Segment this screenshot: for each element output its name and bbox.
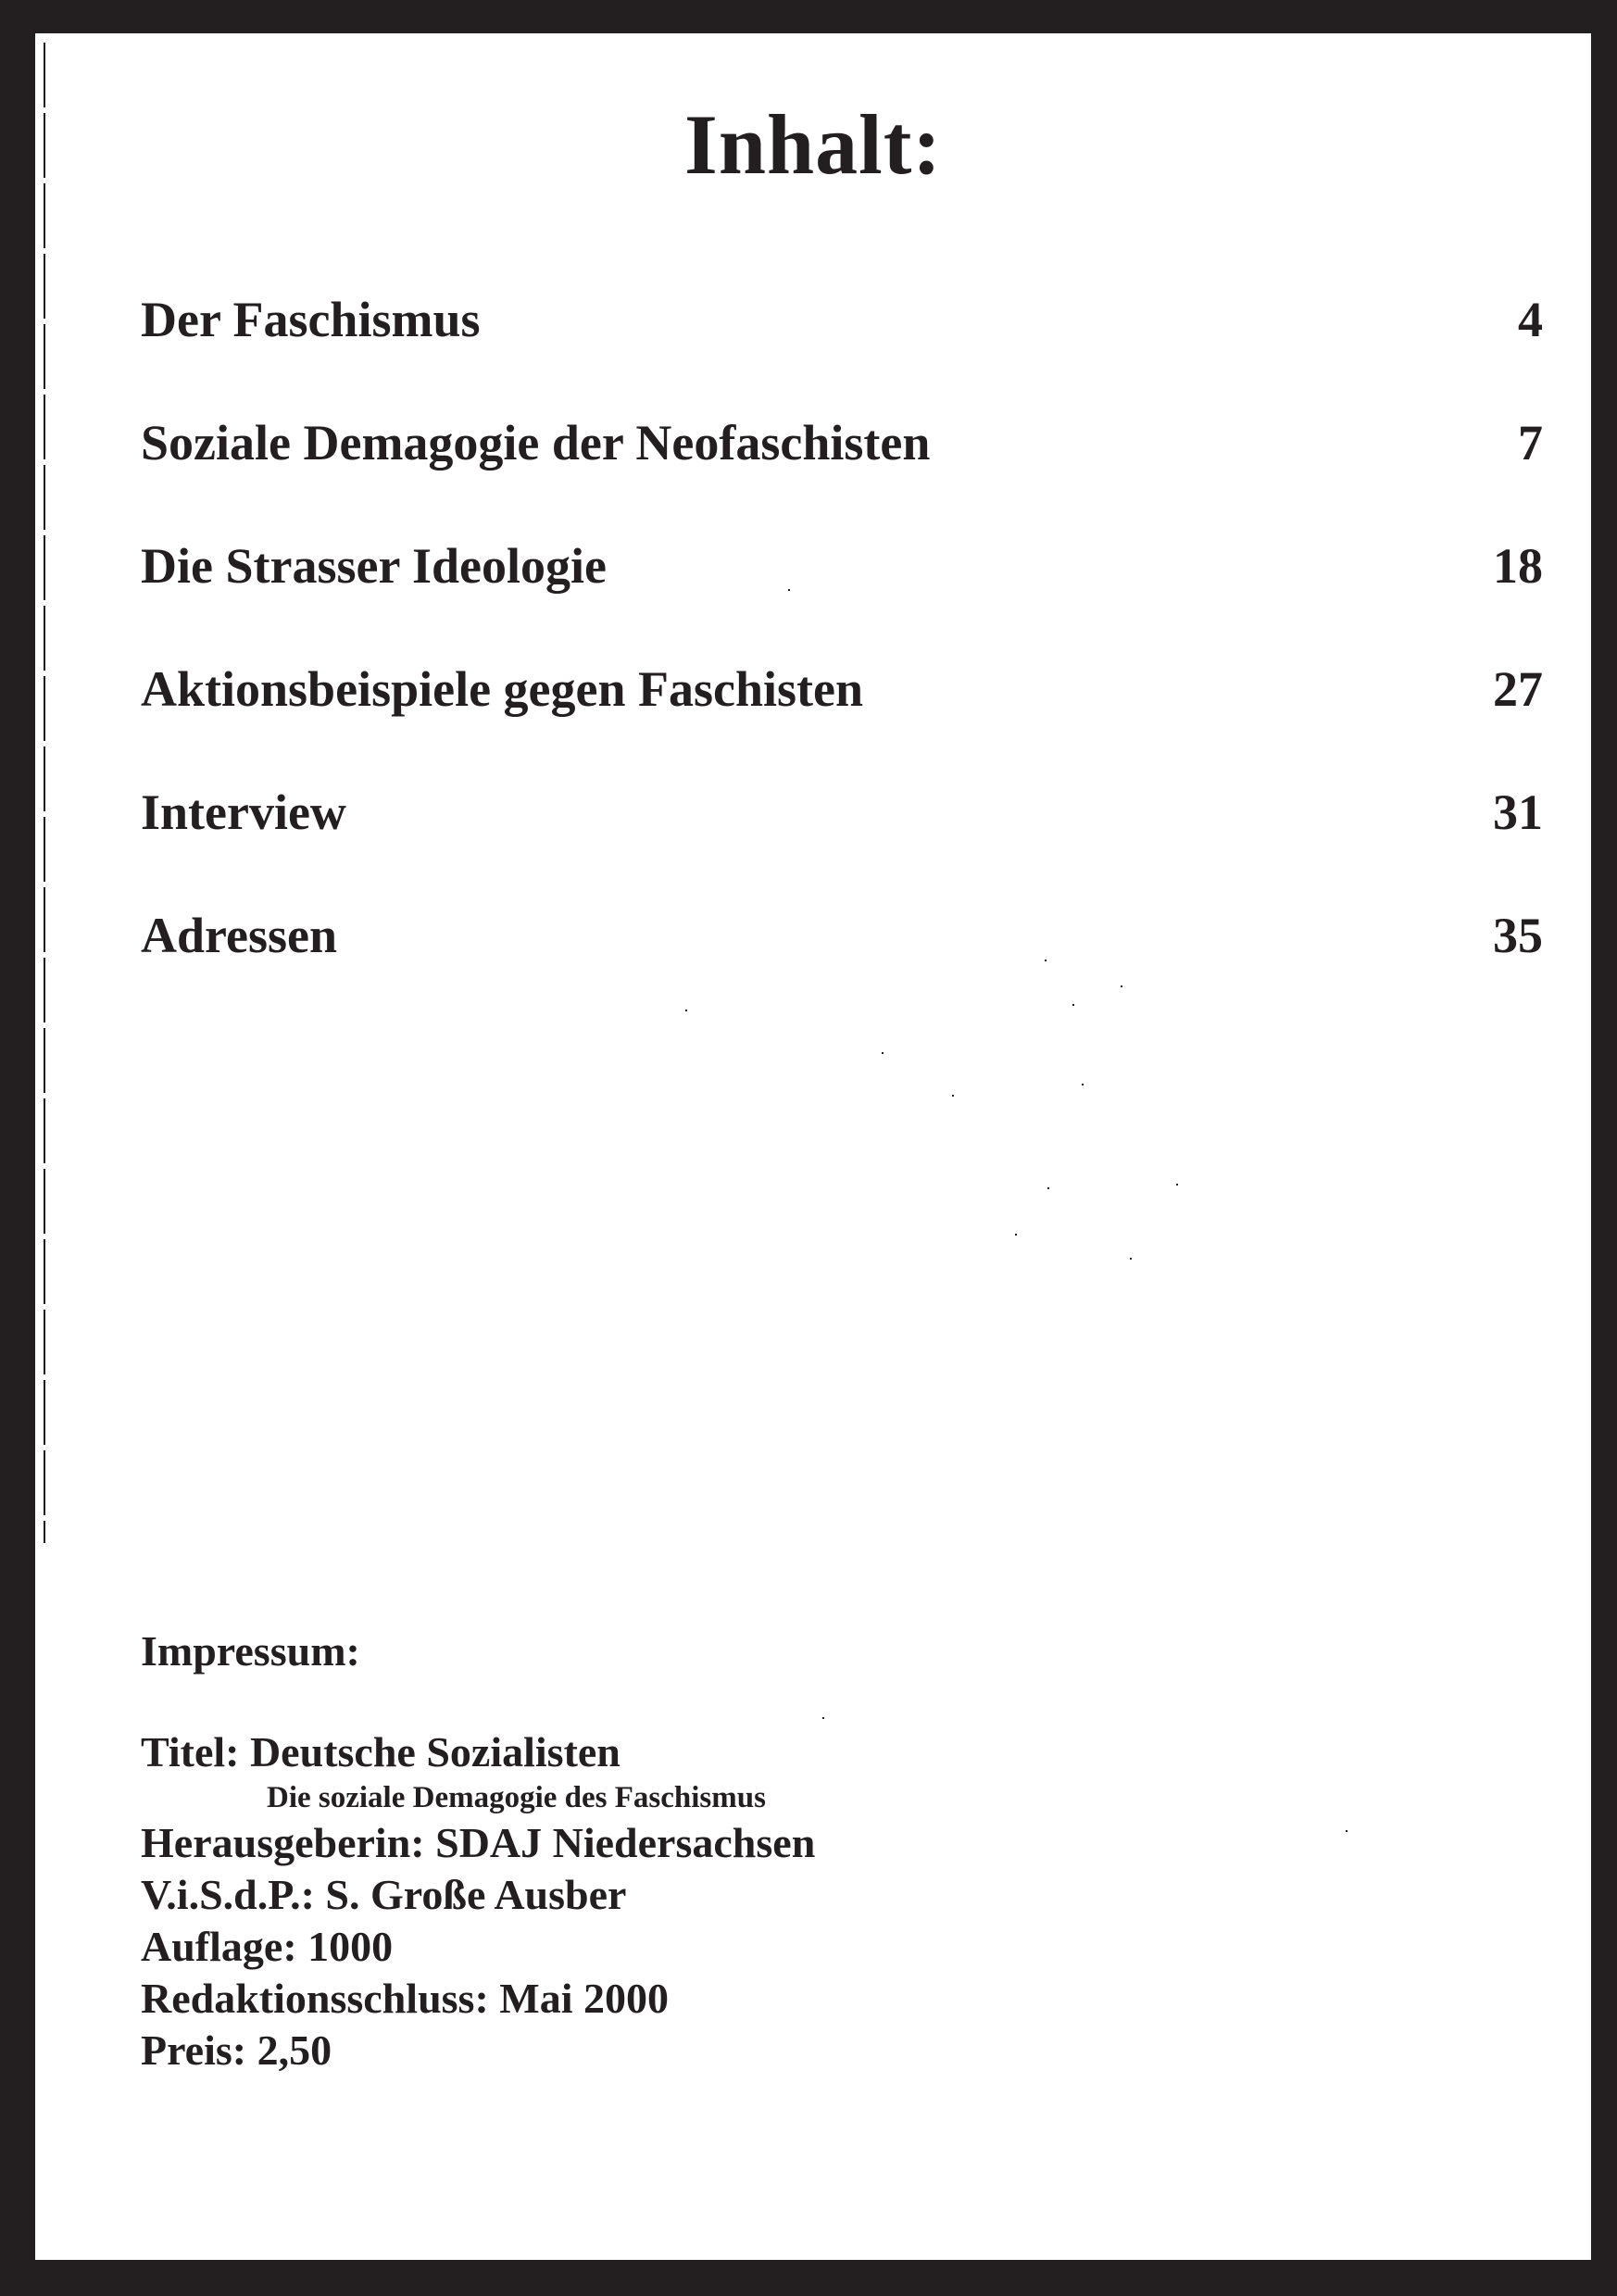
scan-speck — [1072, 1004, 1074, 1006]
toc-entry-label: Soziale Demagogie der Neofaschisten — [141, 415, 931, 470]
scan-speck — [1047, 1187, 1049, 1189]
scan-speck — [1130, 1258, 1132, 1260]
impressum-edition: Auflage: 1000 — [141, 1923, 394, 1970]
impressum-price: Preis: 2,50 — [141, 2026, 332, 2074]
scan-speck — [1015, 1234, 1017, 1236]
scan-speck — [1121, 985, 1122, 987]
toc-entry-page: 31 — [1493, 784, 1543, 840]
scan-speck — [685, 1010, 687, 1011]
document-page — [35, 33, 1591, 2260]
impressum — [141, 1627, 1437, 2076]
table-of-contents — [141, 292, 1543, 1034]
toc-entry — [141, 784, 1543, 910]
scan-speck — [1045, 960, 1047, 961]
toc-entry-label: Aktionsbeispiele gegen Faschisten — [141, 661, 864, 717]
toc-entry-label: Interview — [141, 784, 346, 840]
scan-speck — [882, 1052, 884, 1054]
toc-entry — [141, 538, 1543, 664]
page-title: Inhalt: — [684, 97, 942, 192]
toc-entry-label: Der Faschismus — [141, 292, 481, 347]
toc-entry-label: Adressen — [141, 908, 338, 963]
toc-entry-page: 7 — [1518, 415, 1543, 470]
toc-entry — [141, 661, 1543, 787]
impressum-title: Titel: Deutsche Sozialisten — [141, 1728, 620, 1775]
toc-entry — [141, 415, 1543, 541]
scan-speck — [788, 589, 790, 591]
impressum-deadline: Redaktionsschluss: Mai 2000 — [141, 1975, 669, 2022]
toc-entry — [141, 292, 1543, 418]
impressum-heading: Impressum: — [141, 1627, 360, 1675]
toc-entry-page: 4 — [1518, 292, 1543, 347]
scan-speck — [952, 1095, 954, 1097]
impressum-subtitle: Die soziale Demagogie des Faschismus — [267, 1781, 766, 1814]
impressum-publisher: Herausgeberin: SDAJ Niedersachsen — [141, 1819, 816, 1866]
toc-entry-page: 35 — [1493, 908, 1543, 963]
toc-entry-page: 27 — [1493, 661, 1543, 717]
page-edge-rule — [44, 43, 45, 1543]
toc-entry — [141, 910, 1543, 1034]
toc-entry-label: Die Strasser Ideologie — [141, 538, 607, 594]
scan-speck — [1176, 1184, 1178, 1186]
toc-entry-page: 18 — [1493, 538, 1543, 594]
scan-speck — [1082, 1084, 1084, 1085]
impressum-visdp: V.i.S.d.P.: S. Große Ausber — [141, 1871, 627, 1918]
